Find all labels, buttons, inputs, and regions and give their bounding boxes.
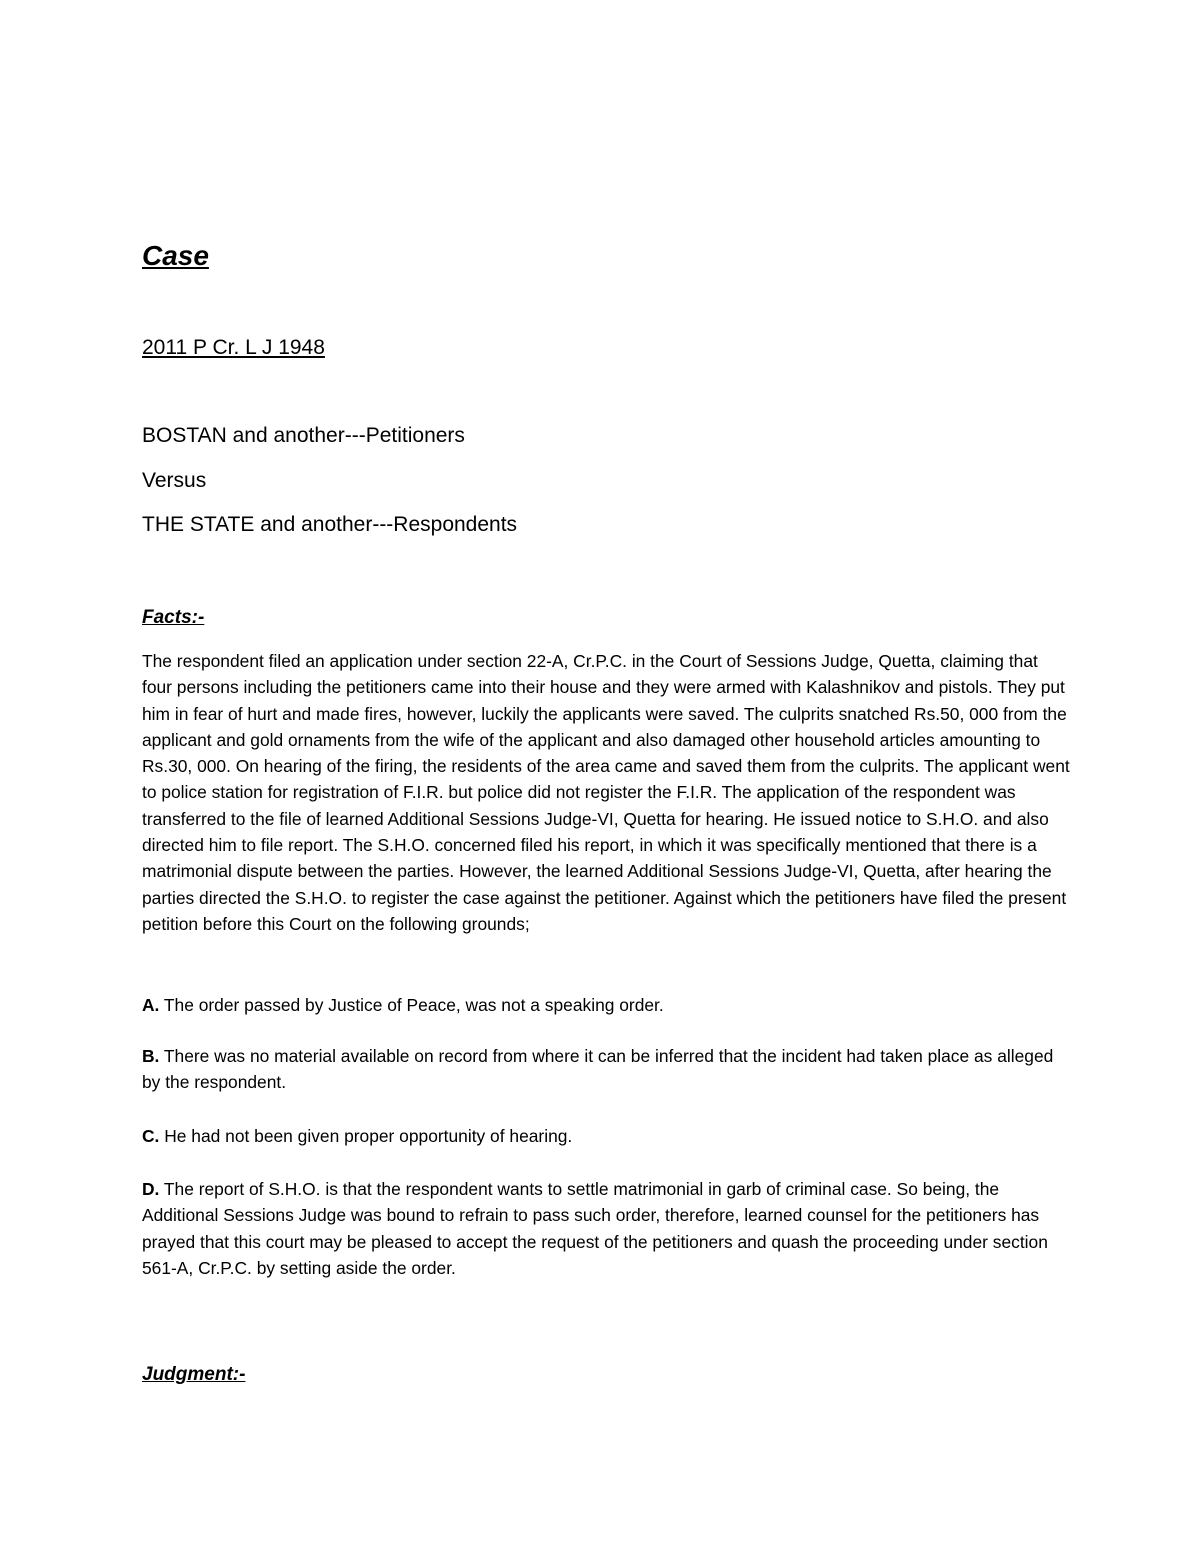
case-citation: 2011 P Cr. L J 1948 [142,336,325,359]
ground-b [142,1043,1072,1096]
facts-heading: Facts:- [142,607,205,628]
case-heading: Case [142,240,209,271]
versus-line: Versus [142,469,207,492]
ground-c-letter: C. [142,1126,160,1146]
ground-d-text: The report of S.H.O. is that the respondent wants to settle matrimonial in garb of criminal case. So being, the Additional Sessions Judge was bound to refrain to pass such order, therefore, learned counsel for the petitioners has prayed that this court may be pleased to accept the request of the petitioners and quash the proceeding under section 561-A, Cr.P.C. by setting aside the order. [142,1179,1048,1278]
facts-paragraph: The respondent filed an application under section 22-A, Cr.P.C. in the Court of Sessions Judge, Quetta, claiming that four persons including the petitioners came into their house and they were armed with Kalashnikov and pistols. They put him in fear of hurt and made fires, however, luckily the applicants were saved. The culprits snatched Rs.50, 000 from the applicant and gold ornaments from the wife of the applicant and also damaged other household articles amounting to Rs.30, 000. On hearing of the firing, the residents of the area came and saved them from the culprits. The applicant went to police station for registration of F.I.R. but police did not register the F.I.R. The application of the respondent was transferred to the file of learned Additional Sessions Judge-VI, Quetta for hearing. He issued notice to S.H.O. and also directed him to file report. The S.H.O. concerned filed his report, in which it was specifically mentioned that there is a matrimonial dispute between the parties. However, the learned Additional Sessions Judge-VI, Quetta, after hearing the parties directed the S.H.O. to register the case against the petitioner. Against which the petitioners have filed the present petition before this Court on the following grounds; [142,651,1070,934]
respondents-line: THE STATE and another---Respondents [142,513,518,536]
ground-d [142,1176,1072,1281]
ground-d-letter: D. [142,1179,160,1199]
ground-a [142,992,1072,1018]
ground-c [142,1123,1072,1149]
ground-a-letter: A. [142,995,160,1015]
judgment-heading: Judgment:- [142,1364,246,1385]
ground-c-text: He had not been given proper opportunity of hearing. [159,1126,573,1146]
petitioners-line: BOSTAN and another---Petitioners [142,424,465,447]
ground-b-letter: B. [142,1046,160,1066]
ground-a-text: The order passed by Justice of Peace, was not a speaking order. [159,995,664,1015]
ground-b-text: There was no material available on record from where it can be inferred that the incident had taken place as alleged by the respondent. [142,1046,1054,1093]
